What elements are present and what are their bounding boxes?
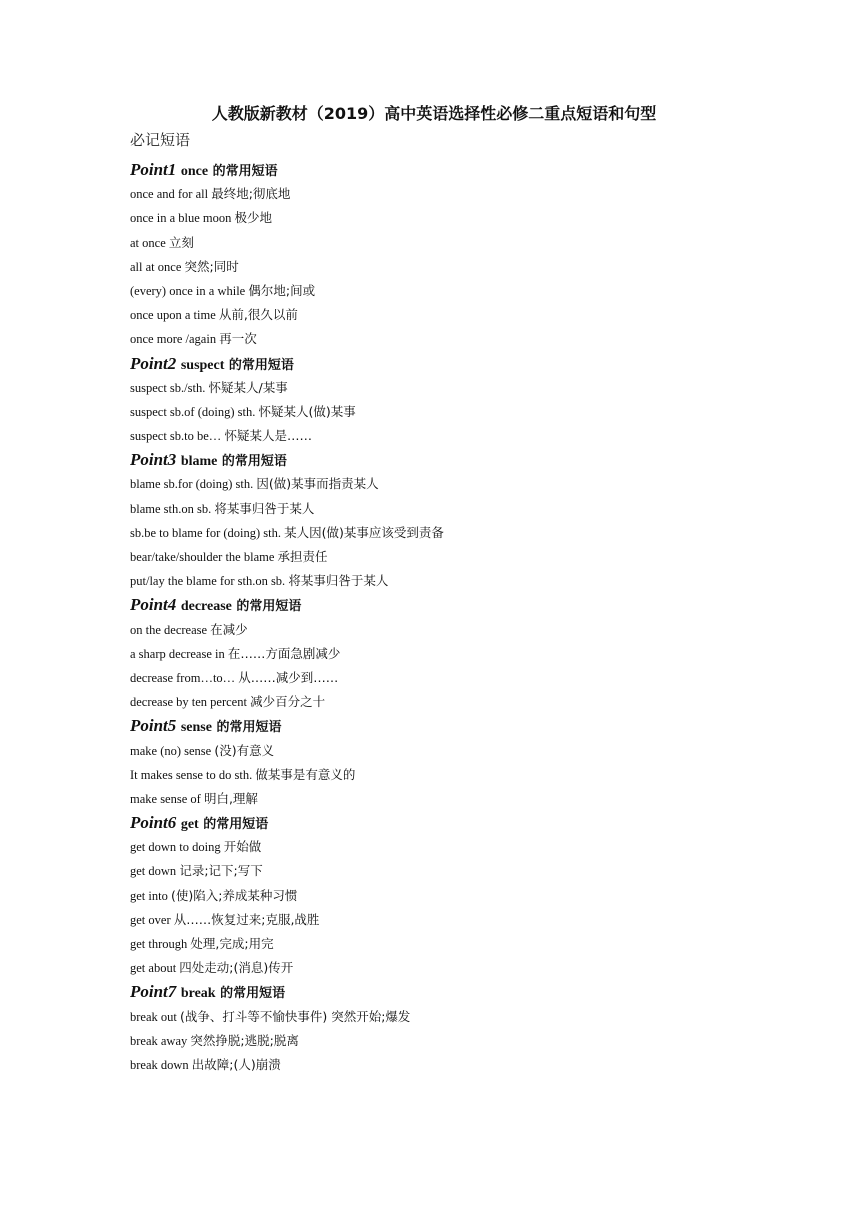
point-number: Point3 [130,450,177,470]
phrase-english: get into [130,888,168,903]
points-list [130,158,790,1077]
phrase-english: blame sb.for (doing) sth. [130,477,254,492]
point-number: Point1 [130,160,177,179]
phrase-item [130,956,790,980]
phrase-chinese-meaning: 四处走动;(消息)传开 [179,960,294,976]
phrase-chinese-meaning: (使)陷入;养成某种习惯 [170,887,298,903]
phrase-item [130,569,790,593]
phrase-chinese-meaning: 处理,完成;用完 [190,936,274,951]
phrase-list [130,835,790,980]
point-section-5 [130,714,790,811]
phrase-item [130,376,790,400]
phrase-english: get through [130,937,188,951]
document-title: 人教版新教材（2019）高中英语选择性必修二重点短语和句型 [211,104,657,123]
phrase-english: get down to doing [130,840,221,855]
point-keyword: get [180,817,199,833]
phrase-english: make (no) sense [130,743,212,758]
phrase-item [130,231,790,255]
phrase-chinese-meaning: 某人因(做)某事应该受到责备 [284,524,444,540]
phrase-english: on the decrease [130,622,208,637]
phrase-english: It makes sense to do sth. [130,767,253,782]
phrase-chinese-meaning: (战争、打斗等不愉快事件) 突然开始;爆发 [179,1008,411,1024]
phrase-english: a sharp decrease in [130,646,225,661]
point-heading [130,448,790,472]
point-heading [130,158,790,182]
document-content [130,130,790,1077]
phrase-chinese-meaning: 将某事归咎于某人 [288,573,389,589]
phrase-item [130,472,790,496]
point-number: Point2 [130,353,177,373]
phrase-item [130,642,790,666]
phrase-item [130,206,790,230]
phrase-english: suspect sb.to be… [130,429,222,444]
phrase-english: bear/take/shoulder the blame [130,550,275,564]
phrase-chinese-meaning: 突然;同时 [184,258,239,274]
phrase-list [130,618,790,715]
phrase-chinese-meaning: 出故障;(人)崩溃 [191,1056,281,1072]
phrase-english: once upon a time [130,308,216,323]
phrase-chinese-meaning: 开始做 [223,839,262,855]
phrase-english: all at once [130,259,182,274]
phrase-list [130,1005,790,1078]
point-keyword: suspect [180,357,225,373]
point-heading-suffix: 的常用短语 [203,817,269,833]
phrase-item [130,618,790,642]
phrase-item [130,521,790,545]
point-section-7 [130,980,790,1077]
phrase-chinese-meaning: 减少百分之十 [250,694,326,710]
phrase-chinese-meaning: 极少地 [234,210,273,226]
point-number: Point5 [130,716,177,736]
phrase-chinese-meaning: 从……恢复过来;克服,战胜 [173,911,320,927]
phrase-item [130,932,790,956]
phrase-english: (every) once in a while [130,283,246,298]
phrase-english: get about [130,961,177,976]
phrase-list [130,182,790,351]
phrase-item [130,1053,790,1077]
point-heading-suffix: 的常用短语 [216,720,282,736]
point-heading-suffix: 的常用短语 [236,599,302,615]
phrase-chinese-meaning: 怀疑某人(做)某事 [258,403,356,419]
phrase-list [130,739,790,812]
point-number: Point4 [130,595,177,615]
phrase-chinese-meaning: 做某事是有意义的 [255,766,356,782]
phrase-item [130,908,790,932]
point-heading-suffix: 的常用短语 [212,164,278,179]
phrase-item [130,327,790,351]
point-section-1 [130,158,790,352]
phrase-english: make sense of [130,791,201,806]
phrase-chinese-meaning: 怀疑某人是…… [224,428,312,444]
phrase-chinese-meaning: 明白,理解 [203,790,258,806]
phrase-chinese-meaning: 突然挣脱;逃脱;脱离 [190,1032,299,1048]
phrase-english: put/lay the blame for sth.on sb. [130,574,286,589]
phrase-item [130,1005,790,1029]
point-section-6 [130,811,790,980]
phrase-english: once more /again [130,332,217,347]
point-heading [130,714,790,738]
phrase-list [130,376,790,449]
phrase-chinese-meaning: 将某事归咎于某人 [214,500,315,516]
point-keyword: decrease [180,599,232,615]
phrase-english: decrease by ten percent [130,695,247,710]
point-heading [130,352,790,376]
point-number: Point7 [130,982,177,1002]
point-keyword: blame [180,454,218,470]
phrase-item [130,884,790,908]
point-section-2 [130,352,790,449]
phrase-item [130,303,790,327]
point-heading-suffix: 的常用短语 [221,454,287,470]
phrase-item [130,763,790,787]
phrase-english: once in a blue moon [130,211,232,226]
phrase-item [130,424,790,448]
phrase-item [130,859,790,883]
point-keyword: once [180,164,209,179]
phrase-chinese-meaning: 再一次 [219,331,257,347]
point-heading [130,593,790,617]
phrase-chinese-meaning: (没)有意义 [214,742,275,758]
phrase-english: suspect sb.of (doing) sth. [130,404,256,419]
phrase-item [130,400,790,424]
point-keyword: break [180,986,216,1002]
point-heading [130,811,790,835]
phrase-item [130,182,790,206]
phrase-item [130,255,790,279]
phrase-chinese-meaning: 从前,很久以前 [218,307,298,323]
phrase-chinese-meaning: 在减少 [210,621,248,637]
point-section-3 [130,448,790,593]
phrase-item [130,666,790,690]
phrase-chinese-meaning: 承担责任 [277,549,328,564]
phrase-english: once and for all [130,187,209,202]
phrase-item [130,279,790,303]
phrase-english: blame sth.on sb. [130,501,212,516]
point-heading [130,980,790,1004]
point-heading-suffix: 的常用短语 [228,357,294,373]
phrase-item [130,1029,790,1053]
phrase-item [130,545,790,569]
section-label: 必记短语 [130,131,191,149]
phrase-english: get over [130,912,171,927]
phrase-english: break away [130,1033,188,1048]
phrase-chinese-meaning: 最终地;彻底地 [211,186,291,202]
phrase-english: decrease from…to… [130,670,236,685]
point-section-4 [130,593,790,714]
phrase-english: sb.be to blame for (doing) sth. [130,525,282,540]
phrase-english: suspect sb./sth. [130,380,206,395]
phrase-english: at once [130,235,166,250]
phrase-item [130,690,790,714]
phrase-item [130,739,790,763]
phrase-chinese-meaning: 怀疑某人/某事 [208,379,288,395]
point-heading-suffix: 的常用短语 [220,986,286,1002]
phrase-list [130,472,790,593]
phrase-item [130,497,790,521]
phrase-chinese-meaning: 立刻 [168,234,194,250]
phrase-chinese-meaning: 在……方面急剧减少 [227,645,341,661]
phrase-chinese-meaning: 从……减少到…… [238,669,339,685]
phrase-item [130,835,790,859]
phrase-english: get down [130,864,177,879]
phrase-english: break down [130,1057,189,1072]
phrase-chinese-meaning: 偶尔地;间或 [248,282,316,298]
point-keyword: sense [180,720,212,736]
phrase-chinese-meaning: 记录;记下;写下 [179,863,263,879]
phrase-item [130,787,790,811]
phrase-english: break out [130,1009,177,1024]
point-number: Point6 [130,813,177,833]
phrase-chinese-meaning: 因(做)某事而指责某人 [256,476,379,492]
